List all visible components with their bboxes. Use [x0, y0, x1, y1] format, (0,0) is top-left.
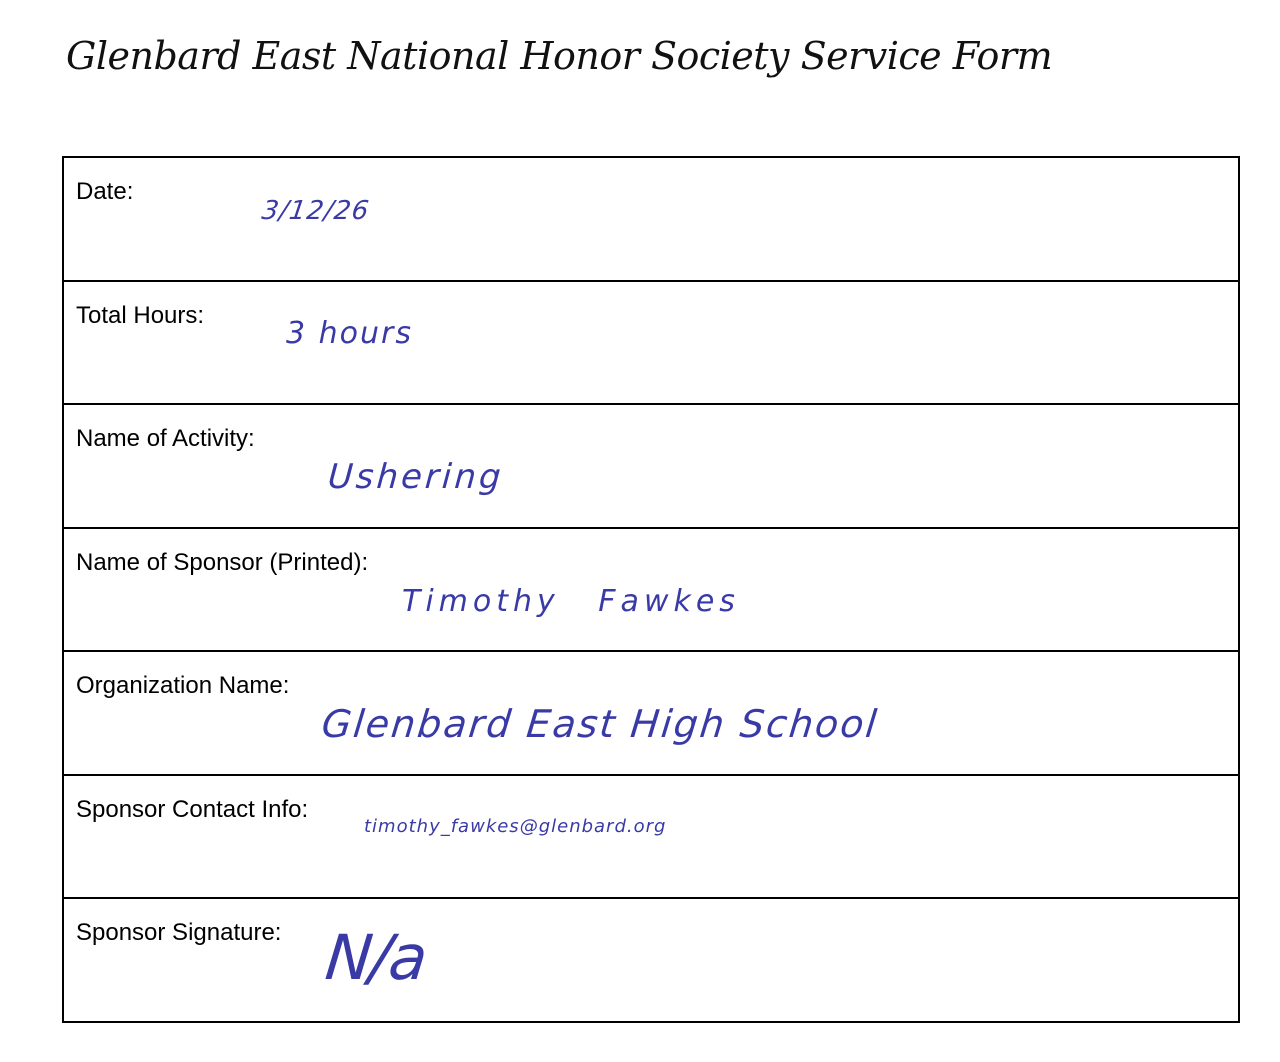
total-hours-label: Total Hours:	[76, 301, 205, 329]
service-form-table	[62, 156, 1240, 1023]
sponsor-contact-label: Sponsor Contact Info:	[76, 795, 309, 823]
sponsor-signature-value[interactable]: N/a	[322, 921, 430, 994]
sponsor-signature-label: Sponsor Signature:	[76, 919, 282, 946]
sponsor-contact-value[interactable]: timothy_fawkes@glenbard.org	[364, 815, 667, 837]
date-value[interactable]: 3/12/26	[259, 196, 372, 226]
organization-name-value[interactable]: Glenbard East High School	[319, 702, 881, 746]
total-hours-row	[64, 282, 1238, 406]
total-hours-value[interactable]: 3 hours	[286, 315, 413, 351]
organization-name-label: Organization Name:	[76, 672, 290, 699]
sponsor-name-value[interactable]: Timothy Fawkes	[402, 583, 740, 619]
organization-name-row	[64, 652, 1238, 776]
activity-name-value[interactable]: Ushering	[326, 457, 506, 497]
sponsor-signature-row	[64, 899, 1238, 1021]
sponsor-name-row	[64, 529, 1238, 653]
activity-name-row	[64, 405, 1238, 529]
form-title: Glenbard East National Honor Society Service Form	[66, 34, 1053, 78]
date-label: Date:	[76, 178, 134, 205]
sponsor-name-label: Name of Sponsor (Printed):	[76, 548, 369, 576]
date-row	[64, 158, 1238, 282]
sponsor-contact-row	[64, 776, 1238, 900]
activity-name-label: Name of Activity:	[76, 425, 255, 452]
